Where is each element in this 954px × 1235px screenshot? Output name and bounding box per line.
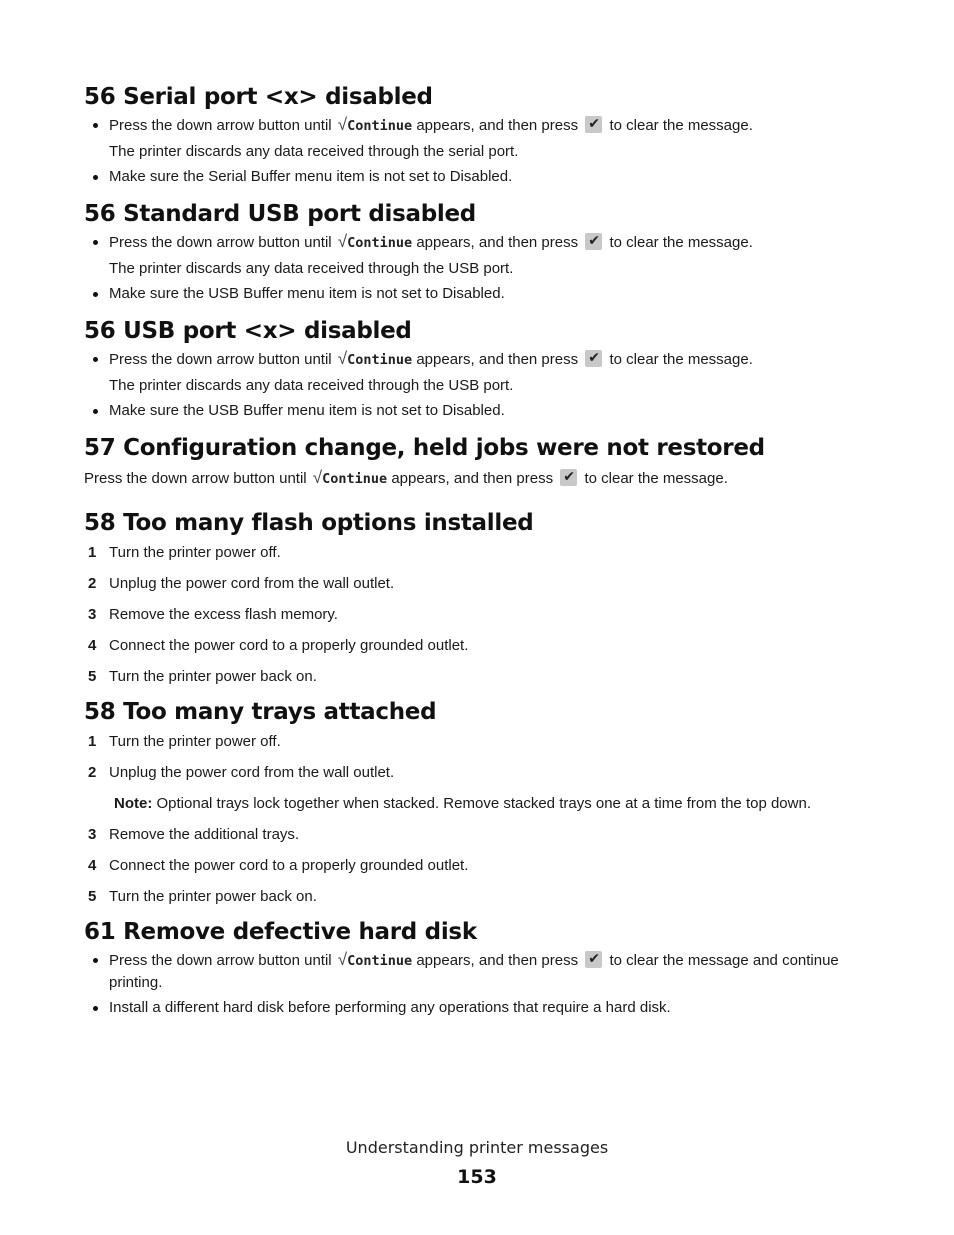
page-content xyxy=(84,82,884,1030)
list-item: 2 Unplug the power cord from the wall outlet. xyxy=(88,575,395,592)
continue-code: Continue xyxy=(347,352,413,368)
footer-section-label: Understanding printer messages xyxy=(345,1138,609,1157)
list-item: 5 Turn the printer power back on. xyxy=(88,668,317,685)
section-heading: 58 Too many flash options installed xyxy=(84,510,534,536)
note: Note: Optional trays lock together when stacked. Remove stacked trays one at a time from the top down. xyxy=(114,795,811,812)
page-number: 153 xyxy=(457,1166,497,1188)
select-button-icon xyxy=(560,469,577,486)
list-item: 1 Turn the printer power off. xyxy=(88,733,281,750)
section-remove-defective-hard-disk xyxy=(84,917,884,1018)
bullet-item: Make sure the USB Buffer menu item is not set to Disabled. xyxy=(84,283,884,304)
select-symbol-icon: √ xyxy=(337,115,348,134)
select-button-icon xyxy=(585,350,602,367)
note-label: Note: xyxy=(114,795,153,812)
list-item: 3 Remove the excess flash memory. xyxy=(88,606,338,623)
bullet-item: Press the down arrow button until √Continue appears, and then press ✔ to clear the message. xyxy=(84,231,884,254)
section-standard-usb-disabled xyxy=(84,199,884,304)
bullet-list xyxy=(84,231,884,254)
bullet-list xyxy=(84,949,884,1018)
bullet-list xyxy=(84,166,884,187)
bullet-item: Make sure the Serial Buffer menu item is not set to Disabled. xyxy=(84,166,884,187)
section-configuration-change xyxy=(84,433,884,490)
section-heading: 56 USB port <x> disabled xyxy=(84,318,412,344)
bullet-subtext: The printer discards any data received through the USB port. xyxy=(109,377,514,394)
bullet-item: Press the down arrow button until √Continue appears, and then press ✔ to clear the message. xyxy=(84,114,884,137)
section-heading: 61 Remove defective hard disk xyxy=(84,919,477,945)
select-symbol-icon: √ xyxy=(337,950,348,969)
bullet-list xyxy=(84,348,884,371)
paragraph: Press the down arrow button until √Continue appears, and then press ✔ to clear the message. xyxy=(84,467,884,490)
list-item: 5 Turn the printer power back on. xyxy=(88,888,317,905)
list-item: 2 Unplug the power cord from the wall outlet. xyxy=(88,764,395,781)
numbered-list xyxy=(84,731,884,783)
list-item: 3 Remove the additional trays. xyxy=(88,826,300,843)
bullet-subtext: The printer discards any data received through the serial port. xyxy=(109,143,519,160)
section-too-many-trays xyxy=(84,697,884,907)
section-too-many-flash xyxy=(84,508,884,687)
bullet-list xyxy=(84,283,884,304)
select-symbol-icon: √ xyxy=(312,468,323,487)
select-button-icon xyxy=(585,951,602,968)
bullet-list xyxy=(84,114,884,137)
section-heading: 58 Too many trays attached xyxy=(84,699,437,725)
numbered-list xyxy=(84,542,884,687)
bullet-item: Make sure the USB Buffer menu item is not set to Disabled. xyxy=(84,400,884,421)
section-heading: 56 Standard USB port disabled xyxy=(84,201,476,227)
section-heading: 57 Configuration change, held jobs were not restored xyxy=(84,435,765,461)
bullet-item: Press the down arrow button until √Continue appears, and then press ✔ to clear the message and continue printing. xyxy=(84,949,884,993)
continue-code: Continue xyxy=(347,118,413,134)
continue-code: Continue xyxy=(347,953,413,969)
bullet-subtext: The printer discards any data received through the USB port. xyxy=(109,260,514,277)
bullet-item: Install a different hard disk before performing any operations that require a hard disk. xyxy=(84,997,884,1018)
select-symbol-icon: √ xyxy=(337,349,348,368)
bullet-list xyxy=(84,400,884,421)
continue-code: Continue xyxy=(322,471,388,487)
section-heading: 56 Serial port <x> disabled xyxy=(84,84,433,110)
list-item: 4 Connect the power cord to a properly grounded outlet. xyxy=(88,857,469,874)
list-item: 4 Connect the power cord to a properly grounded outlet. xyxy=(88,637,469,654)
section-usb-port-disabled xyxy=(84,316,884,421)
list-item: 1 Turn the printer power off. xyxy=(88,544,281,561)
select-button-icon xyxy=(585,116,602,133)
select-button-icon xyxy=(585,233,602,250)
continue-code: Continue xyxy=(347,235,413,251)
bullet-item: Press the down arrow button until √Continue appears, and then press ✔ to clear the message. xyxy=(84,348,884,371)
select-symbol-icon: √ xyxy=(337,232,348,251)
section-serial-port-disabled xyxy=(84,82,884,187)
numbered-list xyxy=(84,824,884,907)
